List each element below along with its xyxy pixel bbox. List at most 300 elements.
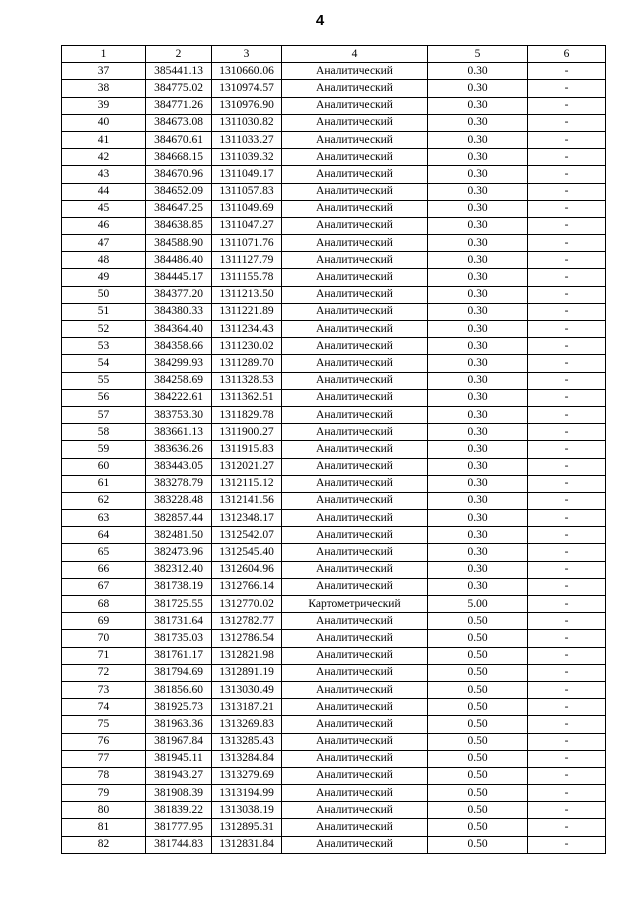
x-coordinate-cell: 381925.73	[146, 699, 212, 716]
point-number-cell: 43	[62, 166, 146, 183]
y-coordinate-cell: 1311039.32	[212, 149, 282, 166]
note-cell: -	[528, 767, 606, 784]
method-cell: Аналитический	[282, 235, 428, 252]
column-header: 2	[146, 46, 212, 63]
y-coordinate-cell: 1313285.43	[212, 733, 282, 750]
y-coordinate-cell: 1310660.06	[212, 63, 282, 80]
method-cell: Аналитический	[282, 733, 428, 750]
accuracy-cell: 0.30	[428, 321, 528, 338]
y-coordinate-cell: 1311033.27	[212, 131, 282, 148]
y-coordinate-cell: 1312348.17	[212, 510, 282, 527]
note-cell: -	[528, 750, 606, 767]
note-cell: -	[528, 183, 606, 200]
y-coordinate-cell: 1311049.17	[212, 166, 282, 183]
x-coordinate-cell: 381725.55	[146, 596, 212, 613]
y-coordinate-cell: 1312891.19	[212, 664, 282, 681]
y-coordinate-cell: 1312770.02	[212, 596, 282, 613]
table-row	[62, 303, 606, 320]
x-coordinate-cell: 383753.30	[146, 406, 212, 423]
method-cell: Аналитический	[282, 338, 428, 355]
accuracy-cell: 0.30	[428, 372, 528, 389]
table-row	[62, 647, 606, 664]
table-row	[62, 406, 606, 423]
y-coordinate-cell: 1311030.82	[212, 114, 282, 131]
point-number-cell: 45	[62, 200, 146, 217]
accuracy-cell: 0.30	[428, 235, 528, 252]
point-number-cell: 59	[62, 441, 146, 458]
method-cell: Аналитический	[282, 269, 428, 286]
method-cell: Аналитический	[282, 819, 428, 836]
table-row	[62, 269, 606, 286]
point-number-cell: 68	[62, 596, 146, 613]
method-cell: Аналитический	[282, 252, 428, 269]
note-cell: -	[528, 200, 606, 217]
y-coordinate-cell: 1311915.83	[212, 441, 282, 458]
x-coordinate-cell: 381908.39	[146, 785, 212, 802]
method-cell: Аналитический	[282, 630, 428, 647]
x-coordinate-cell: 384670.96	[146, 166, 212, 183]
note-cell: -	[528, 836, 606, 853]
x-coordinate-cell: 384673.08	[146, 114, 212, 131]
x-coordinate-cell: 384380.33	[146, 303, 212, 320]
table-row	[62, 750, 606, 767]
accuracy-cell: 0.30	[428, 183, 528, 200]
y-coordinate-cell: 1312821.98	[212, 647, 282, 664]
table-row	[62, 97, 606, 114]
accuracy-cell: 0.30	[428, 458, 528, 475]
point-number-cell: 47	[62, 235, 146, 252]
table-row	[62, 424, 606, 441]
x-coordinate-cell: 385441.13	[146, 63, 212, 80]
y-coordinate-cell: 1313269.83	[212, 716, 282, 733]
accuracy-cell: 0.30	[428, 475, 528, 492]
point-number-cell: 61	[62, 475, 146, 492]
x-coordinate-cell: 384258.69	[146, 372, 212, 389]
point-number-cell: 55	[62, 372, 146, 389]
table-row	[62, 166, 606, 183]
x-coordinate-cell: 381777.95	[146, 819, 212, 836]
method-cell: Аналитический	[282, 63, 428, 80]
table-row	[62, 802, 606, 819]
note-cell: -	[528, 578, 606, 595]
column-header: 4	[282, 46, 428, 63]
accuracy-cell: 0.50	[428, 750, 528, 767]
method-cell: Аналитический	[282, 647, 428, 664]
accuracy-cell: 0.30	[428, 561, 528, 578]
note-cell: -	[528, 561, 606, 578]
point-number-cell: 44	[62, 183, 146, 200]
accuracy-cell: 0.30	[428, 441, 528, 458]
accuracy-cell: 0.30	[428, 406, 528, 423]
table-row	[62, 733, 606, 750]
note-cell: -	[528, 286, 606, 303]
method-cell: Аналитический	[282, 131, 428, 148]
accuracy-cell: 0.30	[428, 338, 528, 355]
note-cell: -	[528, 389, 606, 406]
x-coordinate-cell: 381794.69	[146, 664, 212, 681]
method-cell: Аналитический	[282, 613, 428, 630]
table-row	[62, 286, 606, 303]
y-coordinate-cell: 1312782.77	[212, 613, 282, 630]
x-coordinate-cell: 384668.15	[146, 149, 212, 166]
table-body	[62, 63, 606, 854]
table-row	[62, 217, 606, 234]
method-cell: Аналитический	[282, 664, 428, 681]
note-cell: -	[528, 596, 606, 613]
accuracy-cell: 0.30	[428, 269, 528, 286]
note-cell: -	[528, 131, 606, 148]
y-coordinate-cell: 1312021.27	[212, 458, 282, 475]
table-row	[62, 681, 606, 698]
method-cell: Аналитический	[282, 716, 428, 733]
accuracy-cell: 0.30	[428, 149, 528, 166]
x-coordinate-cell: 384364.40	[146, 321, 212, 338]
x-coordinate-cell: 381943.27	[146, 767, 212, 784]
point-number-cell: 63	[62, 510, 146, 527]
note-cell: -	[528, 819, 606, 836]
x-coordinate-cell: 381945.11	[146, 750, 212, 767]
method-cell: Аналитический	[282, 286, 428, 303]
table-row	[62, 613, 606, 630]
x-coordinate-cell: 382312.40	[146, 561, 212, 578]
method-cell: Аналитический	[282, 114, 428, 131]
method-cell: Аналитический	[282, 750, 428, 767]
x-coordinate-cell: 381744.83	[146, 836, 212, 853]
x-coordinate-cell: 384358.66	[146, 338, 212, 355]
point-number-cell: 39	[62, 97, 146, 114]
note-cell: -	[528, 321, 606, 338]
method-cell: Аналитический	[282, 217, 428, 234]
y-coordinate-cell: 1311362.51	[212, 389, 282, 406]
note-cell: -	[528, 630, 606, 647]
method-cell: Аналитический	[282, 785, 428, 802]
note-cell: -	[528, 406, 606, 423]
method-cell: Аналитический	[282, 475, 428, 492]
accuracy-cell: 0.50	[428, 733, 528, 750]
point-number-cell: 41	[62, 131, 146, 148]
point-number-cell: 37	[62, 63, 146, 80]
y-coordinate-cell: 1311829.78	[212, 406, 282, 423]
method-cell: Аналитический	[282, 836, 428, 853]
table-row	[62, 338, 606, 355]
accuracy-cell: 0.30	[428, 252, 528, 269]
note-cell: -	[528, 785, 606, 802]
accuracy-cell: 0.30	[428, 131, 528, 148]
table-row	[62, 183, 606, 200]
table-row	[62, 389, 606, 406]
note-cell: -	[528, 269, 606, 286]
method-cell: Аналитический	[282, 578, 428, 595]
y-coordinate-cell: 1311221.89	[212, 303, 282, 320]
table-row	[62, 458, 606, 475]
method-cell: Аналитический	[282, 183, 428, 200]
method-cell: Аналитический	[282, 561, 428, 578]
y-coordinate-cell: 1312115.12	[212, 475, 282, 492]
table-row	[62, 200, 606, 217]
point-number-cell: 66	[62, 561, 146, 578]
x-coordinate-cell: 381731.64	[146, 613, 212, 630]
x-coordinate-cell: 382481.50	[146, 527, 212, 544]
note-cell: -	[528, 338, 606, 355]
accuracy-cell: 0.30	[428, 97, 528, 114]
point-number-cell: 71	[62, 647, 146, 664]
x-coordinate-cell: 384486.40	[146, 252, 212, 269]
accuracy-cell: 0.50	[428, 681, 528, 698]
accuracy-cell: 0.50	[428, 647, 528, 664]
accuracy-cell: 0.50	[428, 664, 528, 681]
y-coordinate-cell: 1312542.07	[212, 527, 282, 544]
table-row	[62, 716, 606, 733]
method-cell: Аналитический	[282, 802, 428, 819]
point-number-cell: 51	[62, 303, 146, 320]
note-cell: -	[528, 681, 606, 698]
x-coordinate-cell: 383228.48	[146, 492, 212, 509]
x-coordinate-cell: 381856.60	[146, 681, 212, 698]
y-coordinate-cell: 1312766.14	[212, 578, 282, 595]
y-coordinate-cell: 1310974.57	[212, 80, 282, 97]
x-coordinate-cell: 383636.26	[146, 441, 212, 458]
table-row	[62, 630, 606, 647]
note-cell: -	[528, 527, 606, 544]
point-number-cell: 82	[62, 836, 146, 853]
y-coordinate-cell: 1312141.56	[212, 492, 282, 509]
note-cell: -	[528, 458, 606, 475]
accuracy-cell: 0.50	[428, 785, 528, 802]
x-coordinate-cell: 382857.44	[146, 510, 212, 527]
y-coordinate-cell: 1311289.70	[212, 355, 282, 372]
accuracy-cell: 0.30	[428, 286, 528, 303]
point-number-cell: 49	[62, 269, 146, 286]
accuracy-cell: 0.30	[428, 355, 528, 372]
method-cell: Аналитический	[282, 424, 428, 441]
table-row	[62, 321, 606, 338]
table-row	[62, 561, 606, 578]
x-coordinate-cell: 381839.22	[146, 802, 212, 819]
point-number-cell: 62	[62, 492, 146, 509]
x-coordinate-cell: 381735.03	[146, 630, 212, 647]
note-cell: -	[528, 492, 606, 509]
y-coordinate-cell: 1311057.83	[212, 183, 282, 200]
note-cell: -	[528, 802, 606, 819]
x-coordinate-cell: 384222.61	[146, 389, 212, 406]
method-cell: Аналитический	[282, 303, 428, 320]
point-number-cell: 42	[62, 149, 146, 166]
method-cell: Аналитический	[282, 200, 428, 217]
table-row	[62, 131, 606, 148]
y-coordinate-cell: 1312831.84	[212, 836, 282, 853]
method-cell: Аналитический	[282, 321, 428, 338]
y-coordinate-cell: 1313187.21	[212, 699, 282, 716]
point-number-cell: 73	[62, 681, 146, 698]
x-coordinate-cell: 384652.09	[146, 183, 212, 200]
note-cell: -	[528, 63, 606, 80]
point-number-cell: 75	[62, 716, 146, 733]
method-cell: Аналитический	[282, 80, 428, 97]
table-row	[62, 235, 606, 252]
x-coordinate-cell: 382473.96	[146, 544, 212, 561]
note-cell: -	[528, 166, 606, 183]
table-row	[62, 578, 606, 595]
table-row	[62, 699, 606, 716]
table-row	[62, 785, 606, 802]
y-coordinate-cell: 1313030.49	[212, 681, 282, 698]
accuracy-cell: 0.30	[428, 544, 528, 561]
accuracy-cell: 0.30	[428, 63, 528, 80]
point-number-cell: 50	[62, 286, 146, 303]
accuracy-cell: 0.50	[428, 699, 528, 716]
table-header-row	[62, 46, 606, 63]
point-number-cell: 60	[62, 458, 146, 475]
method-cell: Аналитический	[282, 149, 428, 166]
y-coordinate-cell: 1310976.90	[212, 97, 282, 114]
point-number-cell: 80	[62, 802, 146, 819]
note-cell: -	[528, 303, 606, 320]
x-coordinate-cell: 384299.93	[146, 355, 212, 372]
method-cell: Аналитический	[282, 699, 428, 716]
note-cell: -	[528, 252, 606, 269]
point-number-cell: 40	[62, 114, 146, 131]
y-coordinate-cell: 1313284.84	[212, 750, 282, 767]
accuracy-cell: 0.30	[428, 166, 528, 183]
point-number-cell: 46	[62, 217, 146, 234]
accuracy-cell: 0.50	[428, 802, 528, 819]
column-header: 1	[62, 46, 146, 63]
note-cell: -	[528, 510, 606, 527]
note-cell: -	[528, 544, 606, 561]
table-row	[62, 510, 606, 527]
x-coordinate-cell: 384445.17	[146, 269, 212, 286]
x-coordinate-cell: 384588.90	[146, 235, 212, 252]
accuracy-cell: 5.00	[428, 596, 528, 613]
accuracy-cell: 0.50	[428, 836, 528, 853]
point-number-cell: 78	[62, 767, 146, 784]
accuracy-cell: 0.30	[428, 510, 528, 527]
y-coordinate-cell: 1311049.69	[212, 200, 282, 217]
method-cell: Аналитический	[282, 372, 428, 389]
note-cell: -	[528, 699, 606, 716]
note-cell: -	[528, 80, 606, 97]
method-cell: Аналитический	[282, 389, 428, 406]
x-coordinate-cell: 383443.05	[146, 458, 212, 475]
point-number-cell: 76	[62, 733, 146, 750]
method-cell: Аналитический	[282, 355, 428, 372]
point-number-cell: 72	[62, 664, 146, 681]
accuracy-cell: 0.30	[428, 389, 528, 406]
point-number-cell: 56	[62, 389, 146, 406]
accuracy-cell: 0.50	[428, 630, 528, 647]
x-coordinate-cell: 381963.36	[146, 716, 212, 733]
accuracy-cell: 0.30	[428, 217, 528, 234]
y-coordinate-cell: 1311071.76	[212, 235, 282, 252]
y-coordinate-cell: 1311155.78	[212, 269, 282, 286]
point-number-cell: 38	[62, 80, 146, 97]
y-coordinate-cell: 1312786.54	[212, 630, 282, 647]
note-cell: -	[528, 372, 606, 389]
accuracy-cell: 0.30	[428, 303, 528, 320]
x-coordinate-cell: 384775.02	[146, 80, 212, 97]
column-header: 5	[428, 46, 528, 63]
table-row	[62, 767, 606, 784]
method-cell: Аналитический	[282, 166, 428, 183]
note-cell: -	[528, 664, 606, 681]
point-number-cell: 77	[62, 750, 146, 767]
y-coordinate-cell: 1311900.27	[212, 424, 282, 441]
note-cell: -	[528, 355, 606, 372]
accuracy-cell: 0.50	[428, 613, 528, 630]
y-coordinate-cell: 1312895.31	[212, 819, 282, 836]
point-number-cell: 52	[62, 321, 146, 338]
x-coordinate-cell: 383661.13	[146, 424, 212, 441]
point-number-cell: 65	[62, 544, 146, 561]
x-coordinate-cell: 384647.25	[146, 200, 212, 217]
method-cell: Аналитический	[282, 767, 428, 784]
y-coordinate-cell: 1311328.53	[212, 372, 282, 389]
accuracy-cell: 0.50	[428, 716, 528, 733]
table-row	[62, 372, 606, 389]
table-row	[62, 63, 606, 80]
coordinates-table	[61, 45, 606, 854]
note-cell: -	[528, 235, 606, 252]
table-row	[62, 149, 606, 166]
note-cell: -	[528, 114, 606, 131]
table-row	[62, 544, 606, 561]
y-coordinate-cell: 1311230.02	[212, 338, 282, 355]
y-coordinate-cell: 1313194.99	[212, 785, 282, 802]
method-cell: Аналитический	[282, 681, 428, 698]
y-coordinate-cell: 1312604.96	[212, 561, 282, 578]
point-number-cell: 53	[62, 338, 146, 355]
x-coordinate-cell: 381761.17	[146, 647, 212, 664]
table-row	[62, 492, 606, 509]
y-coordinate-cell: 1311047.27	[212, 217, 282, 234]
accuracy-cell: 0.30	[428, 200, 528, 217]
note-cell: -	[528, 217, 606, 234]
accuracy-cell: 0.30	[428, 492, 528, 509]
note-cell: -	[528, 475, 606, 492]
point-number-cell: 74	[62, 699, 146, 716]
point-number-cell: 79	[62, 785, 146, 802]
point-number-cell: 57	[62, 406, 146, 423]
accuracy-cell: 0.30	[428, 424, 528, 441]
method-cell: Картометрический	[282, 596, 428, 613]
note-cell: -	[528, 97, 606, 114]
x-coordinate-cell: 381738.19	[146, 578, 212, 595]
accuracy-cell: 0.30	[428, 578, 528, 595]
note-cell: -	[528, 716, 606, 733]
table-row	[62, 664, 606, 681]
table-row	[62, 355, 606, 372]
note-cell: -	[528, 441, 606, 458]
method-cell: Аналитический	[282, 492, 428, 509]
x-coordinate-cell: 383278.79	[146, 475, 212, 492]
column-header: 3	[212, 46, 282, 63]
table-row	[62, 80, 606, 97]
accuracy-cell: 0.50	[428, 819, 528, 836]
point-number-cell: 58	[62, 424, 146, 441]
table-row	[62, 819, 606, 836]
table-row	[62, 596, 606, 613]
y-coordinate-cell: 1313038.19	[212, 802, 282, 819]
x-coordinate-cell: 384377.20	[146, 286, 212, 303]
note-cell: -	[528, 733, 606, 750]
y-coordinate-cell: 1311127.79	[212, 252, 282, 269]
table-row	[62, 836, 606, 853]
column-header: 6	[528, 46, 606, 63]
page-number: 4	[315, 12, 325, 29]
note-cell: -	[528, 149, 606, 166]
accuracy-cell: 0.30	[428, 527, 528, 544]
point-number-cell: 64	[62, 527, 146, 544]
